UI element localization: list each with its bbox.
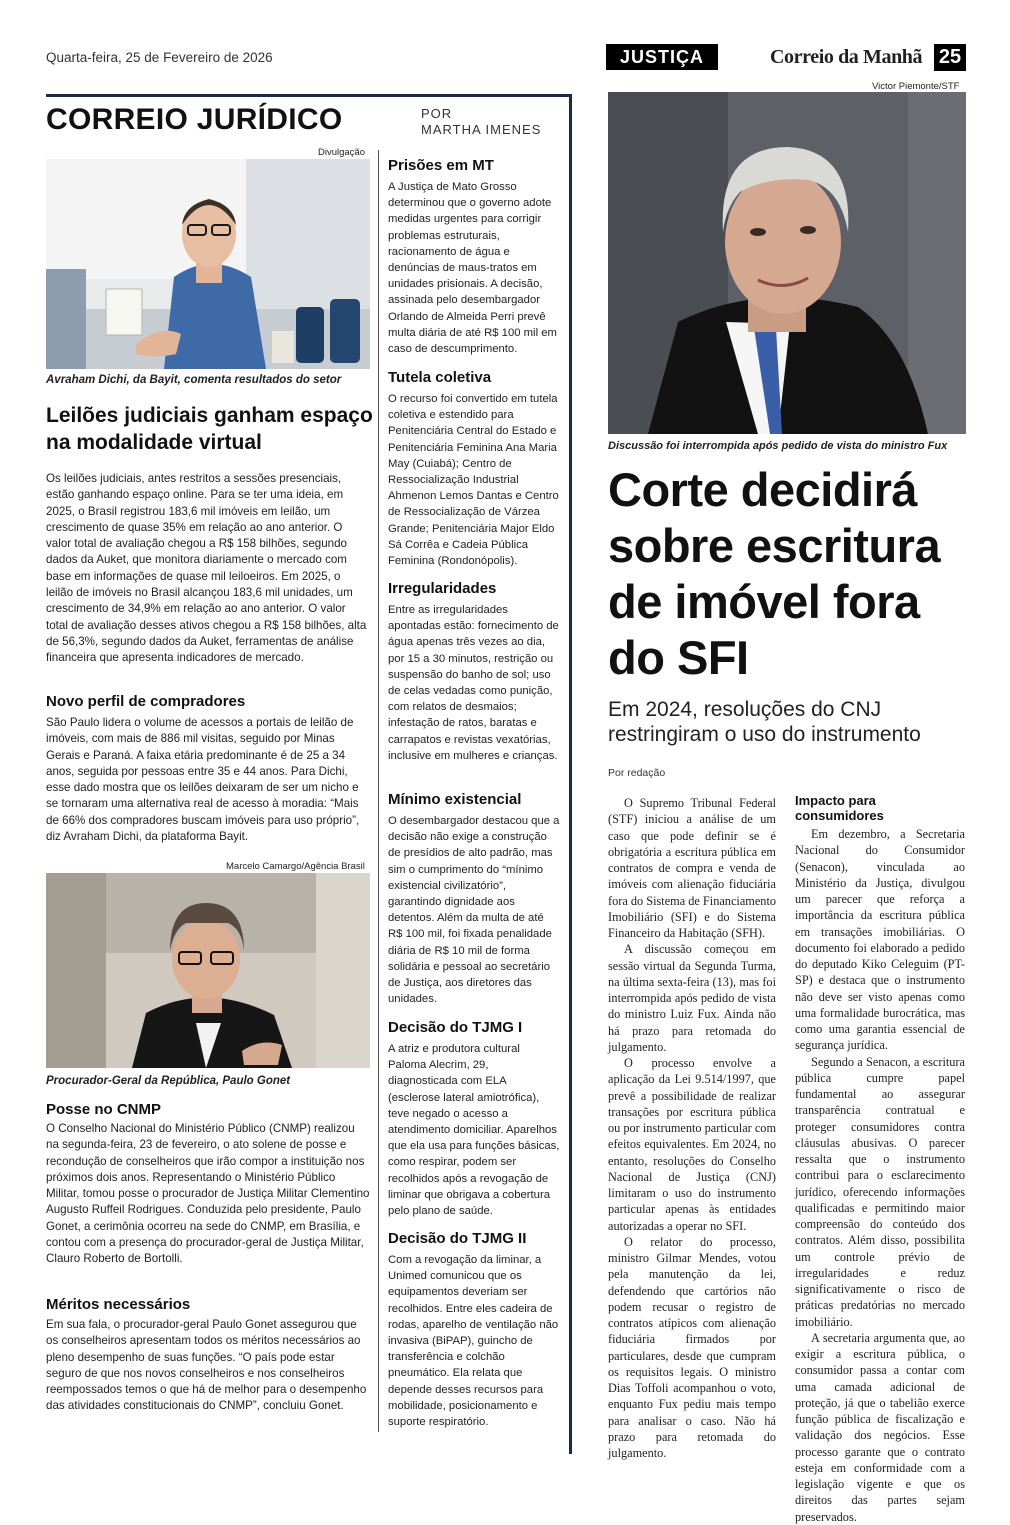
main-paragraph: A discussão começou em sessão virtual da Segunda Turma, na última sexta-feira (13), mas foi interrompida após pedido de vista do ministro Luiz Fux. Ainda não há prazo para retomada do julgamento. xyxy=(608,942,776,1054)
main-paragraph: Em dezembro, a Secretaria Nacional do Consumidor (Senacon), vinculada ao Ministério da Justiça, divulgou um parecer que reforça a importância da escritura pública em transações imobiliárias. O documento foi elaborado a pedido do deputado Kiko Celeguim (PT-SP) e destaca que o instrumento não deve ser visto apenas como uma formalidade burocrática, mas como uma garantia essencial de segurança jurídica. xyxy=(795,827,965,1053)
second-body: O Conselho Nacional do Ministério Público (CNMP) realizou na segunda-feira, 23 de fevereiro, o ato solene de posse e recondução de conselheiros que irão compor a instituição nos próximos dois anos. Representando o Ministério Público Militar, tomou posse o procurador de Justiça Militar Clementino Augusto Ruffeil Rodrigues. Conduzida pelo presidente, Paulo Gonet, a cerimônia ocorreu na sede do CNMP, em Brasília, e contou com a presença do procurador-geral de Justiça Militar, Clauro Roberto de Bortolli. xyxy=(46,1122,370,1266)
caption-gonet-photo: Procurador-Geral da República, Paulo Gonet xyxy=(46,1075,291,1087)
sidebar-body-1: A Justiça de Mato Grosso determinou que o governo adote medidas urgentes para corrigir problemas estruturais, racionamento de água e denúncias de maus-tratos em unidades prisionais. A decisão, assinada pelo desembargador Orlando de Almeida Perri prevê multa diária de até R$ 100 mil em caso de descumprimento. xyxy=(388,181,557,356)
photo-paulo-gonet xyxy=(46,873,370,1068)
main-paragraph: O relator do processo, ministro Gilmar Mendes, votou pela manutenção da lei, defendendo que cartórios não podem recusar o registro de contratos atípicos com alienação fiduciária firmados por particulares, desde que cumpram os requisitos legais. O ministro Dias Toffoli acompanhou o voto, enquanto Fux pediu mais tempo para analisar o caso. Não há prazo para retomada do julgamento. xyxy=(608,1234,776,1460)
photo-credit-fux: Victor Piemonte/STF xyxy=(872,81,960,92)
main-paragraph: O processo envolve a aplicação da Lei 9.514/1997, que prevê a possibilidade de realizar transações por escritura pública ou por instrumento particular com efeitos equivalentes. Em 2024, no entanto, resoluções do Conselho Nacional de Justiça (CNJ) limitaram o uso do instrumento particular apenas às entidades autorizadas a operar no SFI. xyxy=(608,1056,777,1233)
column-title: CORREIO JURÍDICO xyxy=(46,103,343,136)
lead-headline: Leilões judiciais ganham espaço na modalidade virtual xyxy=(46,404,373,454)
second-body-2: Em sua fala, o procurador-geral Paulo Gonet assegurou que os conselheiros apresentam todos os méritos necessários ao pleno desempenho de suas funções. “O país pode estar seguro de que nos novos conselheiros e nos conselheiros reempossados temos o que há de melhor para o desempenho das atividades constitucionais do CNMP”, concluiu Gonet. xyxy=(46,1318,367,1413)
column-top-rule xyxy=(46,94,572,97)
main-column-1 xyxy=(608,795,776,1461)
lead-subhead: Novo perfil de compradores xyxy=(46,693,246,710)
sidebar-body-5: A atriz e produtora cultural Paloma Alecrim, 29, diagnosticada com ELA (esclerose lateral amiotrófica), teve negado o acesso a atendimento domiciliar. Aparelhos que ela usa para funções básicas, como respirar, podem ser recolhidos após a revogação de liminar que obrigava a cobertura pelo plano de saúde. xyxy=(388,1043,560,1218)
sidebar-title-3: Irregularidades xyxy=(388,580,497,597)
photo-avraham-dichi xyxy=(46,159,370,369)
byline-por: POR xyxy=(421,106,453,121)
main-paragraph: O Supremo Tribunal Federal (STF) iniciou a análise de um caso que pode definir se é obrigatória a escritura pública em contratos de compra e venda de imóveis com alienação fiduciária fora do Sistema de Financiamento Imobiliário (SFI) e do Sistema Financeiro da Habitação (SFH). xyxy=(608,796,777,940)
caption-fux-photo: Discussão foi interrompida após pedido de vista do ministro Fux xyxy=(608,440,948,452)
sidebar-title-1: Prisões em MT xyxy=(388,157,494,174)
main-col2-heading: Impacto para consumidores xyxy=(795,793,884,823)
column-right-rule xyxy=(569,94,572,1454)
photo-luiz-fux xyxy=(608,92,966,434)
sidebar-title-5: Decisão do TJMG I xyxy=(388,1019,523,1036)
main-paragraph: A secretaria argumenta que, ao exigir a escritura pública, o consumidor passa a contar com uma camada adicional de proteção, já que o tabelião exerce função pública de fiscalização e validação dos negócios. Esse processo garante que o contrato esteja em conformidade com a legislação vigente e que os direitos das partes sejam preservados. xyxy=(795,1330,965,1524)
main-subheadline: Em 2024, resoluções do CNJ restringiram o uso do instrumento xyxy=(608,698,921,746)
photo-credit-lead: Divulgação xyxy=(318,147,365,158)
sidebar-body-6: Com a revogação da liminar, a Unimed comunicou que os equipamentos deveriam ser recolhidos. Entre eles cadeira de rodas, aparelho de ventilação não invasiva (BiPAP), guincho de transferência e colchão pneumático. Ela relata que depende desses recursos para mobilidade, posicionamento e suporte respiratório. xyxy=(388,1254,559,1429)
second-subhead: Méritos necessários xyxy=(46,1296,191,1313)
column-divider xyxy=(378,150,379,1432)
lead-body-2: São Paulo lidera o volume de acessos a portais de leilão de imóveis, com mais de 886 mil visitas, seguido por Minas Gerais e Paraná. A faixa etária predominante é de 25 a 34 anos, seguida por pessoas entre 35 e 44 anos. Para Dichi, esse dado mostra que os leilões deixaram de ser um nicho e se tornaram uma alternativa real de acesso à moradia: “Mais de 66% dos compradores buscam imóveis para uso próprio”, diz Avraham Dichi, da plataforma Bayit. xyxy=(46,716,360,844)
main-paragraph: Segundo a Senacon, a escritura pública cumpre papel fundamental ao assegurar transparência contratual e proteger consumidores contra cláusulas abusivas. O parecer ressalta que o instrumento contribui para o esclarecimento jurídico, oferecendo informações qualificadas e permitindo maior compreensão do conteúdo dos contratos. Além disso, possibilita um controle prévio de irregularidades e reduz significativamente o risco de práticas predatórias no mercado imobiliário. xyxy=(795,1054,965,1329)
sidebar-body-3: Entre as irregularidades apontadas estão: fornecimento de água apenas três vezes ao dia, por 15 a 30 minutos, restrição ou suspensão do banho de sol; uso de celas vedadas como punição, com relatos de desmaios; infestação de ratos, baratas e carrapatos e revistas vexatórias, inclusive em mulheres e crianças. xyxy=(388,604,559,762)
main-byline: Por redação xyxy=(608,767,666,779)
main-column-2 xyxy=(795,826,965,1525)
main-headline: Corte decidirá sobre escritura de imóvel fora do SFI xyxy=(608,463,941,684)
lead-body: Os leilões judiciais, antes restritos a sessões presenciais, estão ganhando espaço online. Para se ter uma ideia, em 2025, o Brasil registrou 183,6 mil imóveis em leilão, um crescimento de quase 35% em relação ao ano anterior. O valor total de avaliação chegou a R$ 158 bilhões, segundo dados da Auket, que monitora diariamente o mercado com base em informações de quase mil leiloeiros. Em 2025, o leilão de imóveis no Brasil alcançou 183,6 mil unidades, um crescimento de 34,9% em relação ao ano anterior. O valor total de avaliação desses ativos chegou a R$ 158 bilhões, alta de 56,3%, segundo dados da Auket, ferramentas de análise financeira que apresenta indicadores de mercado. xyxy=(46,472,367,665)
sidebar-body-2: O recurso foi convertido em tutela coletiva e estendido para Penitenciária Central do Estado e Penitenciária Feminina Ana Maria May (Cuiabá); Centro de Ressocialização Industrial Ahmenon Lemos Dantas e Centro de Ressocialização de Várzea Grande; Penitenciária Major Eldo Sá Corrêa e Cadeia Pública Feminina (Rondonópolis). xyxy=(388,393,559,568)
byline-author: MARTHA IMENES xyxy=(421,122,542,137)
column-byline xyxy=(421,106,541,138)
page-number: 25 xyxy=(934,44,966,71)
caption-lead-photo: Avraham Dichi, da Bayit, comenta resultados do setor xyxy=(46,374,342,386)
page-date: Quarta-feira, 25 de Fevereiro de 2026 xyxy=(46,50,273,65)
section-label: JUSTIÇA xyxy=(606,44,718,70)
sidebar-title-2: Tutela coletiva xyxy=(388,369,492,386)
photo-credit-gonet: Marcelo Camargo/Agência Brasil xyxy=(226,861,365,872)
newspaper-brand: Correio da Manhã xyxy=(770,46,923,68)
sidebar-title-6: Decisão do TJMG II xyxy=(388,1230,527,1247)
second-headline: Posse no CNMP xyxy=(46,1101,162,1118)
sidebar-title-4: Mínimo existencial xyxy=(388,791,522,808)
sidebar-body-4: O desembargador destacou que a decisão não exige a construção de presídios de alto padrão, mas sim o cumprimento do “mínimo existencial civilizatório”, garantindo dignidade aos detentos. Além da multa de até R$ 100 mil, foi fixada penalidade diária de R$ 10 mil de forma solidária e pessoal ao secretário de Justiça, aos diretores das unidades. xyxy=(388,815,560,1006)
